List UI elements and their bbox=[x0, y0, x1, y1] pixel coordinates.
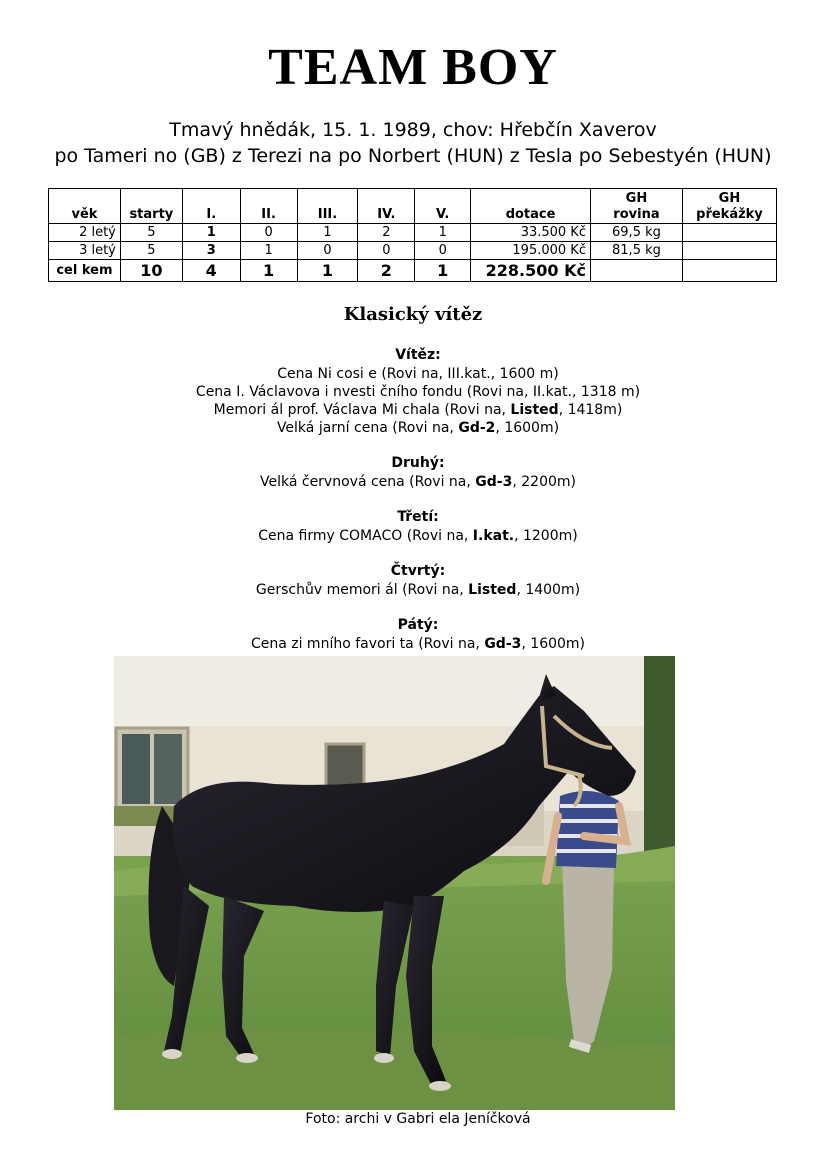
col-header: IV. bbox=[358, 189, 415, 224]
table-cell: 33.500 Kč bbox=[471, 224, 591, 242]
result-heading: Třetí: bbox=[397, 509, 439, 525]
result-line: Velká červnová cena (Rovi na, Gd-3, 2200m) bbox=[259, 474, 577, 490]
table-cell: 5 bbox=[120, 224, 182, 242]
table-cell: 81,5 kg bbox=[590, 242, 682, 260]
table-cell: 195.000 Kč bbox=[471, 242, 591, 260]
table-cell: 2 bbox=[358, 260, 415, 282]
col-header: věk bbox=[49, 189, 121, 224]
table-cell: 1 bbox=[297, 260, 358, 282]
col-header: GH překážky bbox=[682, 189, 776, 224]
table-cell: cel kem bbox=[49, 260, 121, 282]
col-header: I. bbox=[182, 189, 240, 224]
result-line: Cena firmy COMACO (Rovi na, I.kat., 1200m) bbox=[258, 528, 578, 544]
table-cell: 0 bbox=[240, 224, 297, 242]
table-cell: 0 bbox=[297, 242, 358, 260]
table-cell: 10 bbox=[120, 260, 182, 282]
col-header: dotace bbox=[471, 189, 591, 224]
result-group-fifth bbox=[0, 616, 826, 653]
horse-pedigree: po Tameri no (GB) z Terezi na po Norbert (HUN) z Tesla po Sebestyén (HUN) bbox=[54, 145, 772, 167]
table-cell: 5 bbox=[120, 242, 182, 260]
horse-description: Tmavý hnědák, 15. 1. 1989, chov: Hřebčín Xaverov bbox=[169, 119, 657, 141]
table-cell: 1 bbox=[415, 260, 471, 282]
table-row bbox=[49, 242, 777, 260]
col-header: starty bbox=[120, 189, 182, 224]
result-group-third bbox=[0, 508, 826, 545]
table-header-row bbox=[49, 189, 777, 224]
photo-caption: Foto: archi v Gabri ela Jeníčková bbox=[305, 1111, 531, 1127]
table-cell: 4 bbox=[182, 260, 240, 282]
table-cell bbox=[590, 260, 682, 282]
table-cell: 1 bbox=[182, 224, 240, 242]
result-line: Cena zi mního favori ta (Rovi na, Gd-3, 1600m) bbox=[250, 636, 586, 652]
table-cell bbox=[682, 242, 776, 260]
race-results bbox=[0, 346, 826, 670]
result-line: Cena Ni cosi e (Rovi na, III.kat., 1600 m) bbox=[277, 366, 559, 382]
table-cell: 228.500 Kč bbox=[471, 260, 591, 282]
tree bbox=[644, 656, 675, 856]
col-header: III. bbox=[297, 189, 358, 224]
col-header: II. bbox=[240, 189, 297, 224]
table-cell: 1 bbox=[415, 224, 471, 242]
table-cell: 2 letý bbox=[49, 224, 121, 242]
result-group-second bbox=[0, 454, 826, 491]
result-heading: Druhý: bbox=[391, 455, 445, 471]
table-cell: 1 bbox=[297, 224, 358, 242]
table-row bbox=[49, 224, 777, 242]
table-total-row bbox=[49, 260, 777, 282]
result-heading: Čtvrtý: bbox=[390, 563, 446, 579]
horse-name: TEAM BOY bbox=[268, 39, 558, 96]
result-line: Cena I. Václavova i nvesti čního fondu (Rovi na, II.kat., 1318 m) bbox=[195, 384, 641, 400]
table-cell: 3 bbox=[182, 242, 240, 260]
horse-photo bbox=[114, 656, 675, 1110]
result-group-fourth bbox=[0, 562, 826, 599]
result-group-winner bbox=[0, 346, 826, 437]
result-line: Velká jarní cena (Rovi na, Gd-2, 1600m) bbox=[276, 420, 560, 436]
result-heading: Vítěz: bbox=[395, 347, 441, 363]
col-header: GH rovina bbox=[590, 189, 682, 224]
table-cell: 0 bbox=[358, 242, 415, 260]
table-cell bbox=[682, 224, 776, 242]
table-cell: 2 bbox=[358, 224, 415, 242]
classic-winner-heading: Klasický vítěz bbox=[343, 304, 483, 325]
window bbox=[326, 744, 364, 788]
table-cell: 1 bbox=[240, 260, 297, 282]
table-cell: 1 bbox=[240, 242, 297, 260]
race-stats-table bbox=[48, 188, 777, 282]
result-line: Memori ál prof. Václava Mi chala (Rovi na, Listed, 1418m) bbox=[213, 402, 623, 418]
table-cell: 69,5 kg bbox=[590, 224, 682, 242]
result-heading: Pátý: bbox=[397, 617, 439, 633]
table-cell bbox=[682, 260, 776, 282]
table-cell: 3 letý bbox=[49, 242, 121, 260]
col-header: V. bbox=[415, 189, 471, 224]
table-cell: 0 bbox=[415, 242, 471, 260]
result-line: Gerschův memori ál (Rovi na, Listed, 1400m) bbox=[255, 582, 581, 598]
